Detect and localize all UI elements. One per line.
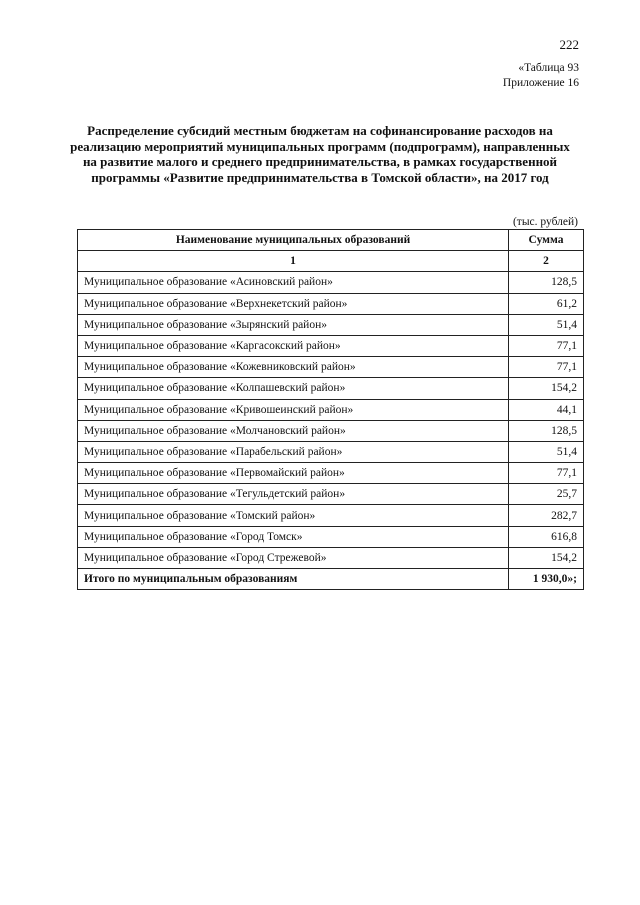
subsidy-amount: 282,7 [509, 505, 584, 526]
table-row [78, 335, 584, 356]
subsidy-amount: 77,1 [509, 357, 584, 378]
document-title: Распределение субсидий местным бюджетам на софинансирование расходов на реализацию мероприятий муниципальных программ (подпрограмм), направленных на развитие малого и среднего предпринимательства, в рамках государственной программы «Развитие предпринимательства в Томской области», на 2017 год [70, 123, 570, 185]
municipality-name: Муниципальное образование «Верхнекетский район» [78, 293, 509, 314]
subsidy-amount: 128,5 [509, 272, 584, 293]
subsidy-amount: 154,2 [509, 547, 584, 568]
index-row [78, 251, 584, 272]
municipality-name: Муниципальное образование «Кожевниковский район» [78, 357, 509, 378]
header-name: Наименование муниципальных образований [78, 230, 509, 251]
total-label: Итого по муниципальным образованиям [78, 569, 509, 590]
municipality-name: Муниципальное образование «Каргасокский район» [78, 335, 509, 356]
subsidy-amount: 51,4 [509, 441, 584, 462]
page-number: 222 [559, 37, 579, 52]
header-row [78, 230, 584, 251]
table-row [78, 441, 584, 462]
municipality-name: Муниципальное образование «Город Томск» [78, 526, 509, 547]
municipality-name: Муниципальное образование «Первомайский район» [78, 463, 509, 484]
index-2: 2 [509, 251, 584, 272]
total-amount: 1 930,0»; [509, 569, 584, 590]
municipality-name: Муниципальное образование «Колпашевский район» [78, 378, 509, 399]
table-row [78, 484, 584, 505]
municipality-name: Муниципальное образование «Кривошеинский район» [78, 399, 509, 420]
table-row [78, 399, 584, 420]
subsidy-amount: 154,2 [509, 378, 584, 399]
table-row [78, 526, 584, 547]
subsidy-amount: 51,4 [509, 314, 584, 335]
table-row [78, 547, 584, 568]
table-row [78, 293, 584, 314]
subsidy-amount: 77,1 [509, 463, 584, 484]
table-number: «Таблица 93 [518, 62, 579, 74]
municipality-name: Муниципальное образование «Асиновский район» [78, 272, 509, 293]
municipality-name: Муниципальное образование «Томский район» [78, 505, 509, 526]
table-row [78, 420, 584, 441]
subsidy-amount: 61,2 [509, 293, 584, 314]
total-row [78, 569, 584, 590]
appendix-label: Приложение 16 [502, 77, 579, 89]
subsidy-amount: 25,7 [509, 484, 584, 505]
header-amount: Сумма [509, 230, 584, 251]
table-row [78, 357, 584, 378]
municipality-name: Муниципальное образование «Город Стрежевой» [78, 547, 509, 568]
table-row [78, 272, 584, 293]
table-row [78, 505, 584, 526]
municipality-name: Муниципальное образование «Зырянский район» [78, 314, 509, 335]
subsidy-amount: 616,8 [509, 526, 584, 547]
table-row [78, 378, 584, 399]
table-reference [503, 61, 579, 91]
subsidy-amount: 77,1 [509, 335, 584, 356]
municipality-name: Муниципальное образование «Парабельский район» [78, 441, 509, 462]
subsidy-amount: 128,5 [509, 420, 584, 441]
units-label: (тыс. рублей) [512, 216, 578, 228]
municipality-name: Муниципальное образование «Тегульдетский район» [78, 484, 509, 505]
subsidy-table [77, 229, 584, 590]
table-row [78, 463, 584, 484]
table-row [78, 314, 584, 335]
subsidy-amount: 44,1 [509, 399, 584, 420]
index-1: 1 [78, 251, 509, 272]
municipality-name: Муниципальное образование «Молчановский район» [78, 420, 509, 441]
